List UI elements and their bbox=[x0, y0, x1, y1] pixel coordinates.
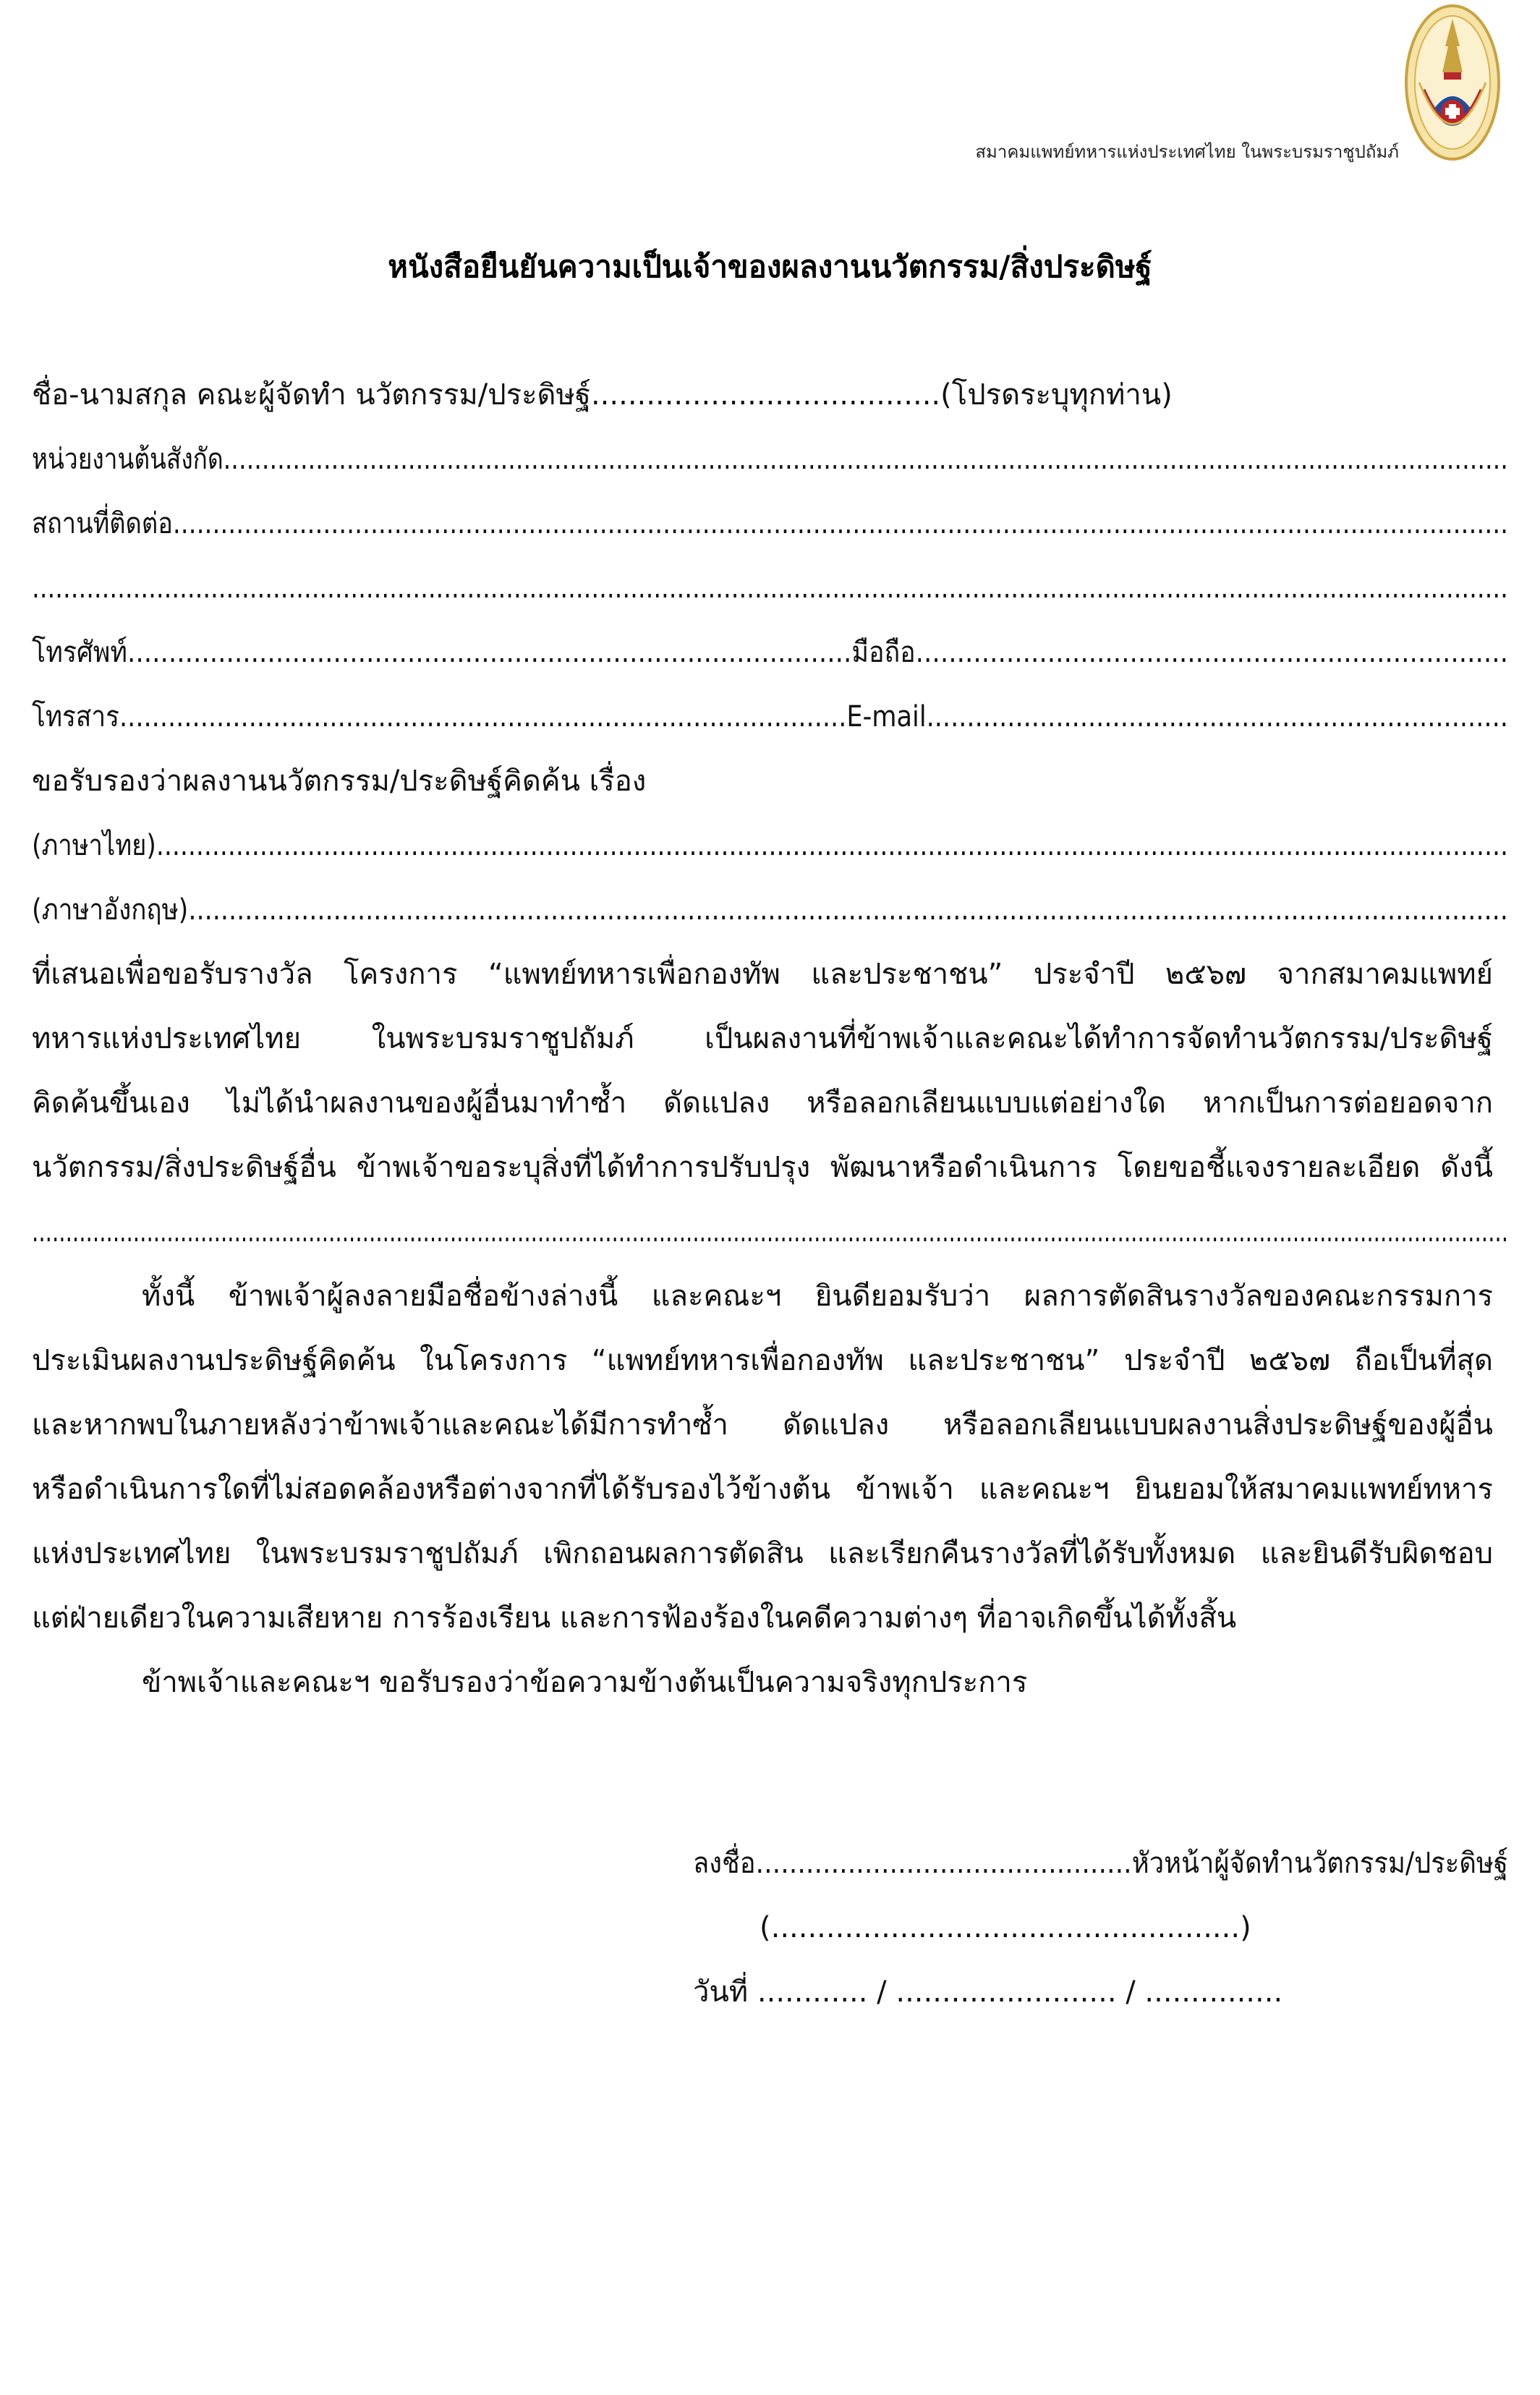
certify-heading: ขอรับรองว่าผลงานนวัตกรรม/ประดิษฐ์คิดค้น เรื่อง bbox=[32, 765, 647, 798]
paragraph-line: แต่ฝ่ายเดียวในความเสียหาย การร้องเรียน และการฟ้องร้องในคดีความต่างๆ ที่อาจเกิดขึ้นได้ทั้งสิ้น bbox=[32, 1601, 1237, 1635]
fax-email-field-line: โทรสาร..........................................................................................E-mail........................................................................ bbox=[32, 700, 1508, 733]
paragraph-line: ทหารแห่งประเทศไทย ในพระบรมราชูปถัมภ์ เป็นผลงานที่ข้าพเจ้าและคณะได้ทำการจัดทำนวัตกรรม/ประดิษฐ์ bbox=[32, 1022, 1493, 1055]
title-thai-field-line: (ภาษาไทย).......................................................................................................................................................................... bbox=[32, 829, 1508, 862]
certification-statement: ข้าพเจ้าและคณะฯ ขอรับรองว่าข้อความข้างต้นเป็นความจริงทุกประการ bbox=[142, 1666, 1028, 1699]
paragraph-line: และหากพบในภายหลังว่าข้าพเจ้าและคณะได้มีการทำซ้ำ ดัดแปลง หรือลอกเลียนแบบผลงานสิ่งประดิษฐ์ของผู้อื่น bbox=[32, 1408, 1493, 1442]
address-continuation-line: .............................................................................................................................................................................................. bbox=[32, 571, 1508, 605]
paragraph-line: หรือดำเนินการใดที่ไม่สอดคล้องหรือต่างจากที่ได้รับรองไว้ข้างต้น ข้าพเจ้า และคณะฯ ยินยอมให้สมาคมแพทย์ทหาร bbox=[32, 1473, 1493, 1506]
title-english-field-line: (ภาษาอังกฤษ).................................................................................................................................................................... bbox=[32, 893, 1508, 927]
name-field-line: ชื่อ-นามสกุล คณะผู้จัดทำ นวัตกรรม/ประดิษฐ์......................................(โปรดระบุทุกท่าน) bbox=[32, 378, 1173, 412]
paragraph-line: นวัตกรรม/สิ่งประดิษฐ์อื่น ข้าพเจ้าขอระบุสิ่งที่ได้ทำการปรับปรุง พัฒนาหรือดำเนินการ โดยขอชี้แจงรายละเอียด ดังนี้ bbox=[32, 1151, 1493, 1184]
signature-line: ลงชื่อ.............................................หัวหน้าผู้จัดทำนวัตกรรม/ประดิษฐ์ bbox=[693, 1847, 1508, 1880]
details-dotted-line: ........................................................................................................................................................................................................................... bbox=[32, 1215, 1509, 1248]
paragraph-line: ที่เสนอเพื่อขอรับรางวัล โครงการ “แพทย์ทหารเพื่อกองทัพ และประชาชน” ประจำปี ๒๕๖๗ จากสมาคมแพทย์ bbox=[32, 958, 1493, 991]
date-line: วันที่ ............ / ........................ / ............... bbox=[693, 1975, 1283, 2009]
paragraph-line: ทั้งนี้ ข้าพเจ้าผู้ลงลายมือชื่อข้างล่างนี้ และคณะฯ ยินดียอมรับว่า ผลการตัดสินรางวัลของคณะกรรมการ bbox=[142, 1280, 1493, 1313]
association-seal-logo bbox=[1403, 3, 1502, 162]
affiliation-field-line: หน่วยงานต้นสังกัด....................................................................................................................................................................... bbox=[32, 443, 1508, 476]
document-title: หนังสือยืนยันความเป็นเจ้าของผลงานนวัตกรรม/สิ่งประดิษฐ์ bbox=[388, 249, 1152, 284]
address-field-line: สถานที่ติดต่อ......................................................................................................................................................................... bbox=[32, 507, 1509, 540]
paragraph-line: คิดค้นขึ้นเอง ไม่ได้นำผลงานของผู้อื่นมาทำซ้ำ ดัดแปลง หรือลอกเลียนแบบแต่อย่างใด หากเป็นการต่อยอดจาก bbox=[32, 1086, 1493, 1120]
paragraph-line: ประเมินผลงานประดิษฐ์คิดค้น ในโครงการ “แพทย์ทหารเพื่อกองทัพ และประชาชน” ประจำปี ๒๕๖๗ ถือเป็นที่สุด bbox=[32, 1344, 1493, 1377]
organization-name: สมาคมแพทย์ทหารแห่งประเทศไทย ในพระบรมราชูปถัมภ์ bbox=[975, 142, 1399, 162]
phone-field-line: โทรศัพท์........................................................................................มือถือ........................................................................ bbox=[32, 636, 1509, 669]
paragraph-line: แห่งประเทศไทย ในพระบรมราชูปถัมภ์ เพิกถอนผลการตัดสิน และเรียกคืนรางวัลที่ได้รับทั้งหมด และยินดีรับผิดชอบ bbox=[32, 1537, 1493, 1570]
signature-name-line: (...................................................) bbox=[760, 1911, 1251, 1944]
